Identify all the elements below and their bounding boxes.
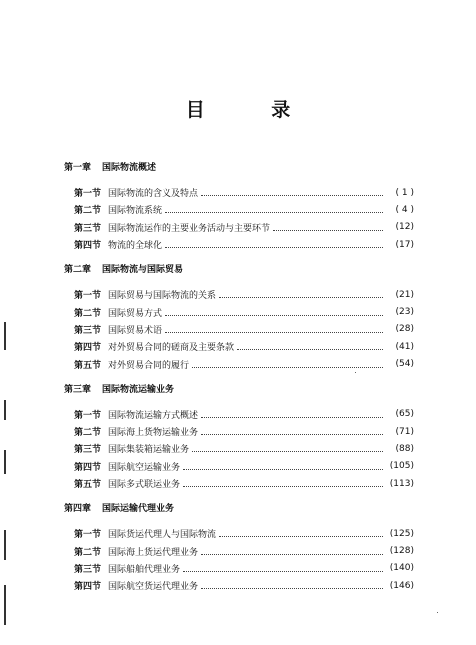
- page-number: (146): [389, 580, 414, 591]
- page-number: (105): [389, 461, 414, 472]
- dot-leader: [201, 548, 383, 555]
- toc-entry: [64, 236, 414, 253]
- section-title: 物流的全球化: [108, 241, 163, 252]
- toc-entry: [64, 355, 414, 372]
- chapter-heading: [64, 384, 414, 396]
- dot-leader: [165, 241, 383, 248]
- section-title: 国际物流运作的主要业务活动与主要环节: [108, 223, 271, 234]
- page-title: 目 录: [185, 99, 321, 121]
- section-title: 国际物流的含义及特点: [108, 189, 199, 200]
- toc-entry: [64, 286, 414, 303]
- page-number: (21): [395, 289, 414, 300]
- dot-leader: [192, 361, 383, 368]
- chapter-heading: [64, 503, 414, 515]
- scan-edge-mark: [4, 585, 6, 625]
- page-number: (41): [395, 341, 414, 352]
- section-number: 第四节: [74, 241, 102, 252]
- scan-edge-mark: [4, 400, 6, 420]
- toc-entry: [64, 184, 414, 201]
- toc-entry: [64, 542, 414, 559]
- scan-speck: [355, 372, 356, 373]
- chapter-block: [64, 162, 414, 253]
- toc-entry: [64, 303, 414, 320]
- section-title: 国际航空运输业务: [108, 462, 181, 473]
- chapter-title: 国际物流运输业务: [102, 384, 175, 395]
- section-title: 国际船舶代理业务: [108, 564, 181, 575]
- page-number: (128): [389, 546, 414, 557]
- chapter-number: 第三章: [64, 384, 92, 395]
- section-number: 第二节: [74, 206, 102, 217]
- section-title: 国际贸易方式: [108, 308, 163, 319]
- scan-speck: [437, 612, 438, 613]
- chapter-title: 国际运输代理业务: [102, 504, 175, 515]
- scan-edge-mark: [4, 322, 6, 350]
- section-title: 国际贸易术语: [108, 325, 163, 336]
- chapter-number: 第二章: [64, 265, 92, 276]
- dot-leader: [201, 582, 383, 589]
- section-number: 第二节: [74, 547, 102, 558]
- chapter-title: 国际物流与国际贸易: [102, 265, 184, 276]
- section-number: 第五节: [74, 360, 102, 371]
- toc-entry: [64, 423, 414, 440]
- scan-edge-mark: [4, 530, 6, 560]
- page-number: (23): [395, 307, 414, 318]
- section-title: 对外贸易合同的履行: [108, 360, 190, 371]
- chapter-block: [64, 264, 414, 372]
- toc-entry: [64, 321, 414, 338]
- toc-entry: [64, 219, 414, 236]
- dot-leader: [201, 189, 383, 196]
- section-title: 国际多式联运业务: [108, 480, 181, 490]
- section-number: 第一节: [74, 410, 102, 421]
- dot-leader: [165, 309, 383, 316]
- dot-leader: [201, 411, 383, 418]
- section-title: 国际集装箱运输业务: [108, 445, 190, 456]
- page-number: (113): [389, 478, 414, 489]
- dot-leader: [201, 428, 383, 435]
- toc-entry: [64, 475, 414, 492]
- page-number: (12): [395, 222, 414, 233]
- chapter-block: [64, 384, 414, 492]
- dot-leader: [273, 224, 383, 231]
- section-number: 第四节: [74, 462, 102, 473]
- section-title: 国际贸易与国际物流的关系: [108, 291, 217, 302]
- toc-entry: [64, 577, 414, 594]
- section-number: 第三节: [74, 564, 102, 575]
- page-number: (125): [389, 528, 414, 539]
- section-title: 国际物流系统: [108, 206, 163, 217]
- toc-entry: [64, 525, 414, 542]
- table-of-contents: [64, 162, 414, 605]
- section-title: 国际海上货物运输业务: [108, 428, 199, 439]
- page-number: (140): [389, 563, 414, 574]
- chapter-heading: [64, 264, 414, 276]
- dot-leader: [219, 291, 383, 298]
- section-title: 国际航空货运代理业务: [108, 582, 199, 593]
- page-number: (71): [395, 426, 414, 437]
- dot-leader: [183, 463, 383, 470]
- section-title: 国际物流运输方式概述: [108, 410, 199, 421]
- section-number: 第四节: [74, 582, 102, 593]
- page-number: (28): [395, 324, 414, 335]
- dot-leader: [237, 343, 383, 350]
- toc-entry: [64, 406, 414, 423]
- section-number: 第五节: [74, 480, 102, 490]
- dot-leader: [219, 530, 383, 537]
- section-number: 第一节: [74, 530, 102, 541]
- toc-entry: [64, 458, 414, 475]
- dot-leader: [165, 206, 383, 213]
- section-number: 第三节: [74, 325, 102, 336]
- section-number: 第一节: [74, 291, 102, 302]
- dot-leader: [183, 565, 383, 572]
- page-number: (88): [395, 443, 414, 454]
- section-title: 国际海上货运代理业务: [108, 547, 199, 558]
- dot-leader: [183, 480, 383, 487]
- page-number: (54): [395, 359, 414, 370]
- section-number: 第一节: [74, 189, 102, 200]
- section-number: 第二节: [74, 428, 102, 439]
- chapter-number: 第一章: [64, 163, 92, 173]
- page-number: (17): [395, 239, 414, 250]
- toc-entry: [64, 338, 414, 355]
- chapter-number: 第四章: [64, 504, 92, 515]
- section-number: 第三节: [74, 445, 102, 456]
- dot-leader: [192, 445, 383, 452]
- chapter-block: [64, 503, 414, 594]
- chapter-title: 国际物流概述: [102, 163, 157, 173]
- section-title: 对外贸易合同的磋商及主要条款: [108, 343, 235, 354]
- toc-entry: [64, 440, 414, 457]
- toc-entry: [64, 560, 414, 577]
- section-title: 国际货运代理人与国际物流: [108, 530, 217, 541]
- dot-leader: [165, 326, 383, 333]
- page-number: (65): [395, 409, 414, 420]
- section-number: 第二节: [74, 308, 102, 319]
- section-number: 第三节: [74, 223, 102, 234]
- toc-entry: [64, 201, 414, 218]
- chapter-heading: [64, 162, 414, 174]
- page-number: ( 4 ): [395, 204, 414, 215]
- page-number: ( 1 ): [395, 187, 414, 198]
- scan-edge-mark: [4, 450, 6, 474]
- section-number: 第四节: [74, 343, 102, 354]
